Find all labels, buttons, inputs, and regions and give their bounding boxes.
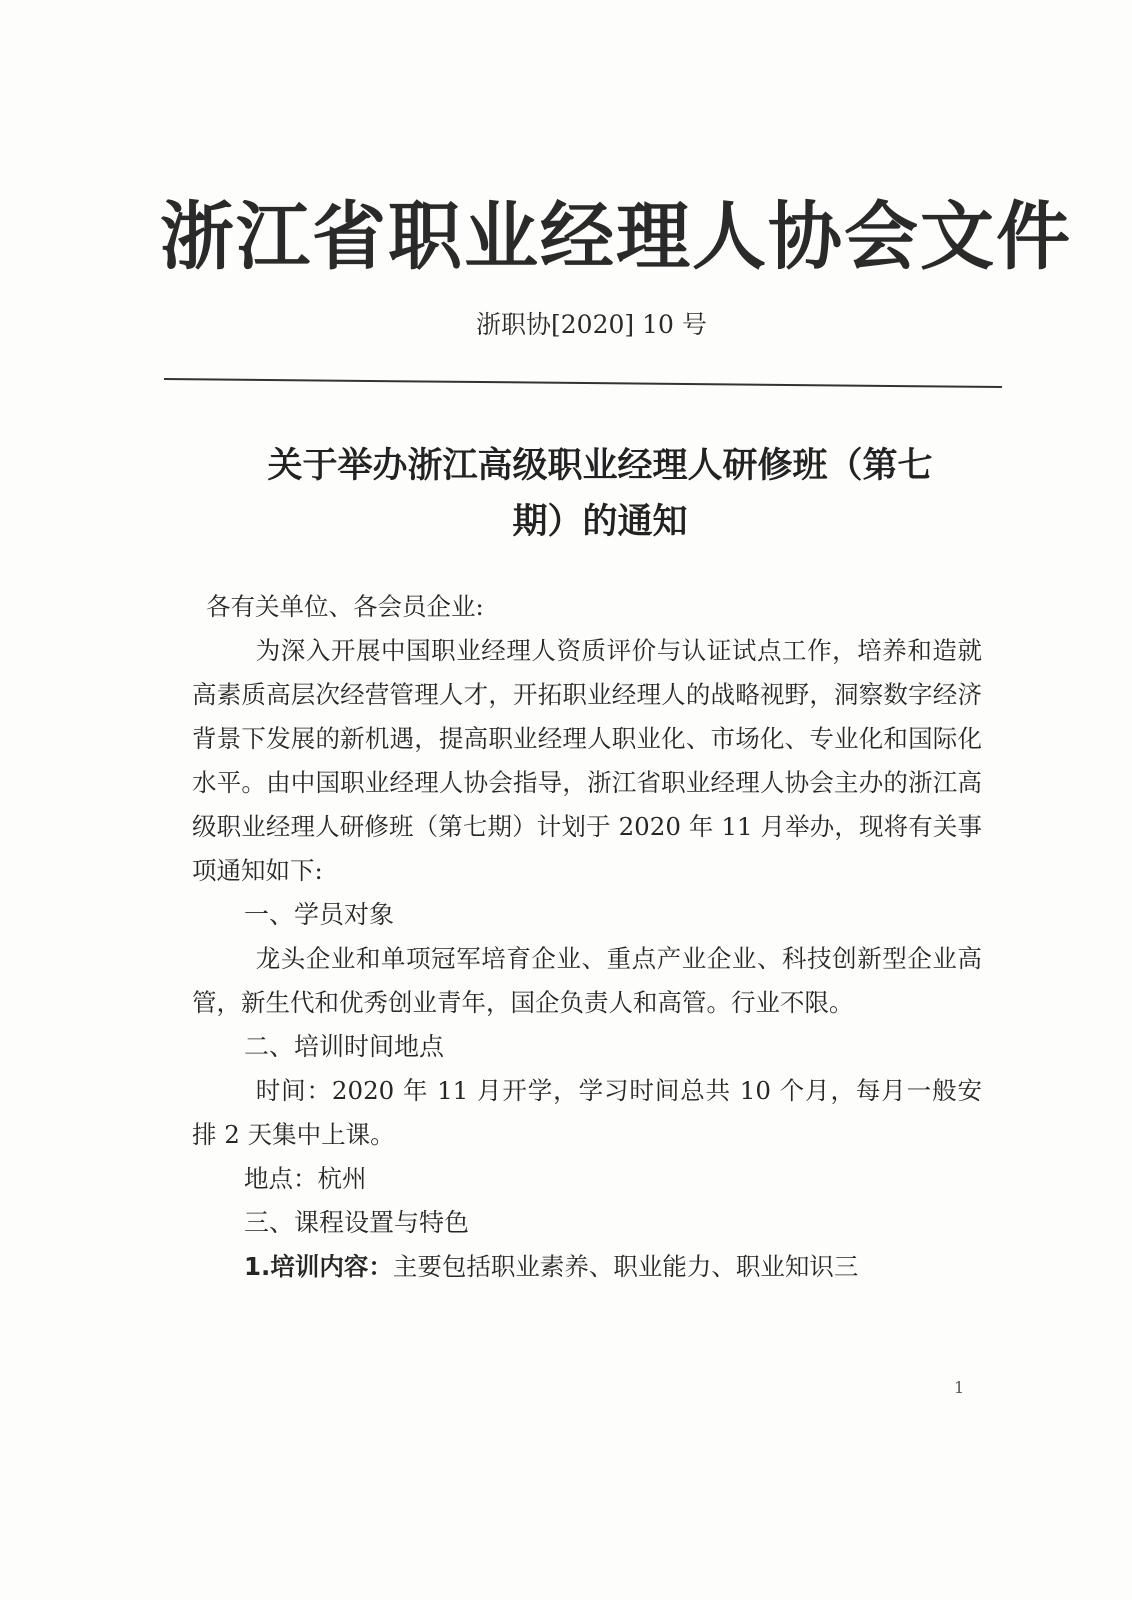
- header-divider: [164, 378, 1002, 388]
- notice-title-line-2: 期）的通知: [512, 502, 688, 542]
- notice-title-line-1: 关于举办浙江高级职业经理人研修班（第七: [267, 446, 933, 486]
- section-2-heading: 二、培训时间地点: [244, 1032, 445, 1061]
- section-1-paragraph: 龙头企业和单项冠军培育企业、重点产业企业、科技创新型企业高管，新生代和优秀创业青年，国企负责人和高管。行业不限。: [192, 944, 982, 1017]
- section-3-item-1-label: 1.培训内容：: [244, 1252, 393, 1281]
- section-1-heading: 一、学员对象: [244, 900, 395, 929]
- salutation: 各有关单位、各会员企业:: [206, 592, 484, 621]
- page-number: 1: [954, 1378, 965, 1397]
- section-2-place: 地点：杭州: [244, 1164, 367, 1193]
- section-3-item-1-text: 主要包括职业素养、职业能力、职业知识三: [392, 1252, 859, 1281]
- document-header-title: 浙江省职业经理人协会文件: [160, 194, 1072, 280]
- section-3-heading: 三、课程设置与特色: [244, 1208, 470, 1237]
- document-number: 浙职协[2020] 10 号: [476, 310, 707, 339]
- intro-paragraph: 为深入开展中国职业经理人资质评价与认证试点工作，培养和造就高素质高层次经营管理人才，开拓职业经理人的战略视野，洞察数字经济背景下发展的新机遇，提高职业经理人职业化、市场化、专业化和国际化水平。由中国职业经理人协会指导，浙江省职业经理人协会主办的浙江高级职业经理人研修班（第七期）计划于 2020 年 11 月举办，现将有关事项通知如下:: [192, 636, 982, 885]
- notice-title: [200, 438, 1000, 550]
- notice-body: [192, 585, 982, 1289]
- section-3-item-1: [192, 1245, 982, 1289]
- section-2-time: 时间：2020 年 11 月开学，学习时间总共 10 个月，每月一般安排 2 天集中上课。: [192, 1076, 982, 1149]
